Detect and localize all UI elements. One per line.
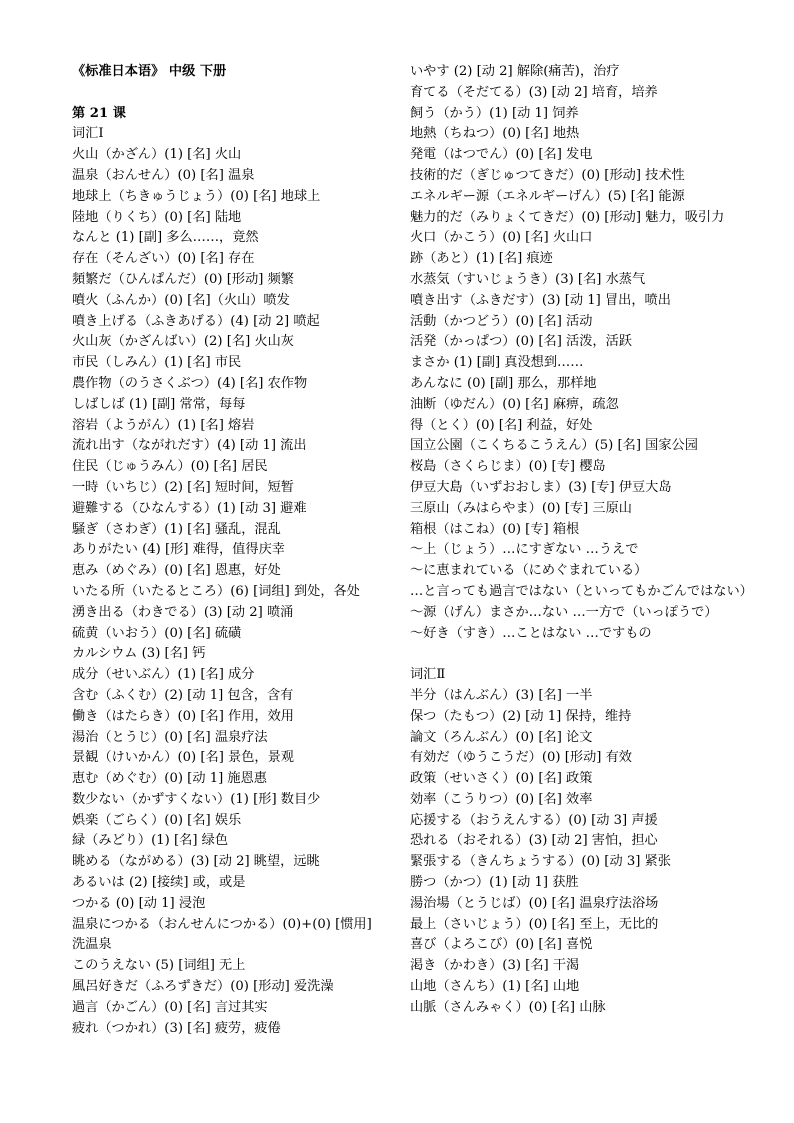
- vocab-entry: 流れ出す（ながれだす）(4) [动 1] 流出: [72, 438, 307, 454]
- document-title: 《标准日本语》 中级 下册: [72, 64, 227, 79]
- vocab-entry: 娯楽（ごらく）(0) [名] 娱乐: [72, 812, 242, 828]
- vocab-entry: 油断（ゆだん）(0) [名] 麻痹，疏忽: [410, 396, 619, 412]
- vocab-entry: 農作物（のうさくぶつ）(4) [名] 农作物: [72, 375, 308, 391]
- vocab-entry: …と言っても過言ではない（といってもかごんではない）: [410, 583, 753, 599]
- vocab-entry: 緊張する（きんちょうする）(0) [动 3] 紧张: [410, 854, 671, 870]
- vocab-entry: 桜島（さくらじま）(0) [专] 樱岛: [410, 459, 606, 475]
- vocab-entry: 溶岩（ようがん）(1) [名] 熔岩: [72, 417, 255, 433]
- vocab-entry: まさか (1) [副] 真没想到……: [410, 355, 584, 371]
- vocab-entry: 湯治（とうじ）(0) [名] 温泉疗法: [72, 729, 268, 745]
- vocab-entry: ～に恵まれている（にめぐまれている）: [410, 563, 648, 579]
- vocab-entry: 発電（はつでん）(0) [名] 发电: [410, 147, 593, 163]
- vocab-entry: 陸地（りくち）(0) [名] 陆地: [72, 209, 242, 225]
- vocab-entry: 避難する（ひなんする）(1) [动 3] 避难: [72, 500, 307, 516]
- vocab-entry: 含む（ふくむ）(2) [动 1] 包含，含有: [72, 687, 294, 703]
- vocab-entry: 数少ない（かずすくない）(1) [形] 数目少: [72, 791, 321, 807]
- vocab-entry: 飼う（かう）(1) [动 1] 饲养: [410, 105, 579, 121]
- vocab-entry: 半分（はんぶん）(3) [名] 一半: [410, 687, 593, 703]
- vocab-entry: 有効だ（ゆうこうだ）(0) [形动] 有效: [410, 750, 632, 766]
- spacer: [72, 83, 392, 104]
- vocab-entry: 勝つ（かつ）(1) [动 1] 获胜: [410, 875, 579, 891]
- vocab-list-left: [72, 145, 392, 1039]
- vocab-entry: 頻繁だ（ひんぱんだ）(0) [形动] 频繁: [72, 271, 294, 287]
- vocab-entry: 最上（さいじょう）(0) [名] 至上，无比的: [410, 916, 659, 932]
- vocab-entry: 国立公園（こくちるこうえん）(5) [名] 国家公园: [410, 438, 698, 454]
- vocab-entry: つかる (0) [动 1] 浸泡: [72, 895, 206, 911]
- vocab-entry: 住民（じゅうみん）(0) [名] 居民: [72, 459, 268, 475]
- vocab-entry: ～上（じょう）…にすぎない …うえで: [410, 542, 639, 558]
- vocab-entry: エネルギー源（エネルギーげん）(5) [名] 能源: [410, 188, 685, 204]
- lesson-heading: 第 21 课: [72, 105, 126, 121]
- vocab-entry: いやす (2) [动 2] 解除(痛苦)，治疗: [410, 64, 620, 79]
- vocab-entry: なんと (1) [副] 多么……，竟然: [72, 230, 259, 246]
- vocab-entry: 山地（さんち）(1) [名] 山地: [410, 979, 580, 995]
- vocab-entry: 恵み（めぐみ）(0) [名] 恩惠，好处: [72, 563, 281, 579]
- vocab-entry: 恐れる（おそれる）(3) [动 2] 害怕，担心: [410, 833, 658, 849]
- vocab-entry: ありがたい (4) [形] 难得，值得庆幸: [72, 542, 285, 558]
- vocab-entry: 跡（あと）(1) [名] 痕迹: [410, 251, 553, 267]
- vocab-entry: 箱根（はこね）(0) [专] 箱根: [410, 521, 580, 537]
- vocab-entry: 騒ぎ（さわぎ）(1) [名] 骚乱，混乱: [72, 521, 281, 537]
- vocab-entry: 技術的だ（ぎじゅつてきだ）(0) [形动] 技术性: [410, 167, 685, 183]
- vocab-list-right-2: [410, 686, 760, 1019]
- vocab-entry: いたる所（いたるところ）(6) [词组] 到处，各处: [72, 583, 360, 599]
- vocab-entry: 噴き出す（ふきだす）(3) [动 1] 冒出，喷出: [410, 292, 671, 308]
- vocab-entry: 火山灰（かざんばい）(2) [名] 火山灰: [72, 334, 294, 350]
- vocab-entry: 論文（ろんぶん）(0) [名] 论文: [410, 729, 593, 745]
- vocab-entry: ～好き（すき）…ことはない …ですもの: [410, 625, 652, 641]
- vocab-entry: 魅力的だ（みりょくてきだ）(0) [形动] 魅力，吸引力: [410, 209, 725, 225]
- vocab-entry: カルシウム (3) [名] 钙: [72, 646, 206, 662]
- vocab-entry: 渇き（かわき）(3) [名] 干渴: [410, 958, 580, 974]
- vocab-entry: 喜び（よろこび）(0) [名] 喜悦: [410, 937, 593, 953]
- vocab-entry: このうえない (5) [词组] 无上: [72, 958, 246, 974]
- vocab-entry: 地球上（ちきゅうじょう）(0) [名] 地球上: [72, 188, 321, 204]
- vocab-entry: 市民（しみん）(1) [名] 市民: [72, 355, 242, 371]
- vocab-entry: 景観（けいかん）(0) [名] 景色，景观: [72, 750, 294, 766]
- vocab-entry: 噴き上げる（ふきあげる）(4) [动 2] 喷起: [72, 313, 320, 329]
- vocab-entry: 伊豆大島（いずおおしま）(3) [专] 伊豆大岛: [410, 479, 672, 495]
- vocab-entry: 火口（かこう）(0) [名] 火山口: [410, 230, 593, 246]
- spacer: [410, 644, 760, 665]
- right-column: [410, 62, 760, 1019]
- vocab-entry: 湧き出る（わきでる）(3) [动 2] 喷涌: [72, 604, 294, 620]
- vocab-entry: 噴火（ふんか）(0) [名]（火山）喷发: [72, 292, 290, 308]
- vocab-entry: 一時（いちじ）(2) [名] 短时间，短暂: [72, 479, 294, 495]
- left-column: [72, 62, 392, 1039]
- vocab-entry: 風呂好きだ（ふろずきだ）(0) [形动] 爱洗澡: [72, 979, 334, 995]
- vocab-entry: 温泉につかる（おんせんにつかる）(0)+(0) [惯用]: [72, 916, 372, 932]
- vocab-entry: あんなに (0) [副] 那么，那样地: [410, 375, 597, 391]
- section-heading-vocab-2: 词汇Ⅱ: [410, 667, 446, 683]
- vocab-entry: 得（とく）(0) [名] 利益，好处: [410, 417, 593, 433]
- vocab-entry: 湯治場（とうじば）(0) [名] 温泉疗法浴场: [410, 895, 659, 911]
- vocab-entry: 存在（そんざい）(0) [名] 存在: [72, 251, 255, 267]
- vocab-entry: しばしば (1) [副] 常常，每每: [72, 396, 246, 412]
- vocab-entry: 成分（せいぶん）(1) [名] 成分: [72, 667, 255, 683]
- vocab-entry: 火山（かざん）(1) [名] 火山: [72, 147, 242, 163]
- vocab-entry: 育てる（そだてる）(3) [动 2] 培育，培养: [410, 84, 658, 100]
- vocab-entry: 温泉（おんせん）(0) [名] 温泉: [72, 167, 255, 183]
- section-heading-vocab-1: 词汇Ⅰ: [72, 126, 104, 142]
- vocab-entry: 三原山（みはらやま）(0) [专] 三原山: [410, 500, 632, 516]
- vocab-entry: 疲れ（つかれ）(3) [名] 疲劳，疲倦: [72, 1020, 281, 1036]
- vocab-entry: 過言（かごん）(0) [名] 言过其实: [72, 999, 268, 1015]
- vocab-entry: 水蒸気（すいじょうき）(3) [名] 水蒸气: [410, 271, 646, 287]
- vocab-list-right-1: [410, 62, 760, 644]
- vocab-entry: 応援する（おうえんする）(0) [动 3] 声援: [410, 812, 658, 828]
- vocab-entry: 働き（はたらき）(0) [名] 作用，效用: [72, 708, 294, 724]
- vocab-entry: あるいは (2) [接续] 或，或是: [72, 875, 246, 891]
- vocab-entry: 活発（かっぱつ）(0) [名] 活泼，活跃: [410, 334, 632, 350]
- vocab-entry: 保つ（たもつ）(2) [动 1] 保持，维持: [410, 708, 632, 724]
- vocab-entry: 恵む（めぐむ）(0) [动 1] 施恩惠: [72, 771, 267, 787]
- vocab-entry: 緑（みどり）(1) [名] 绿色: [72, 833, 229, 849]
- vocab-entry: 洗温泉: [72, 937, 112, 953]
- vocab-entry: 効率（こうりつ）(0) [名] 效率: [410, 791, 593, 807]
- vocab-entry: 活動（かつどう）(0) [名] 活动: [410, 313, 593, 329]
- vocab-entry: 硫黄（いおう）(0) [名] 硫磺: [72, 625, 242, 641]
- vocab-entry: 政策（せいさく）(0) [名] 政策: [410, 771, 593, 787]
- vocab-entry: 眺める（ながめる）(3) [动 2] 眺望，远眺: [72, 854, 320, 870]
- vocab-entry: ～源（げん）まさか…ない …一方で（いっぽうで）: [410, 604, 718, 620]
- vocab-entry: 山脈（さんみゃく）(0) [名] 山脉: [410, 999, 606, 1015]
- vocab-entry: 地熱（ちねつ）(0) [名] 地热: [410, 126, 580, 142]
